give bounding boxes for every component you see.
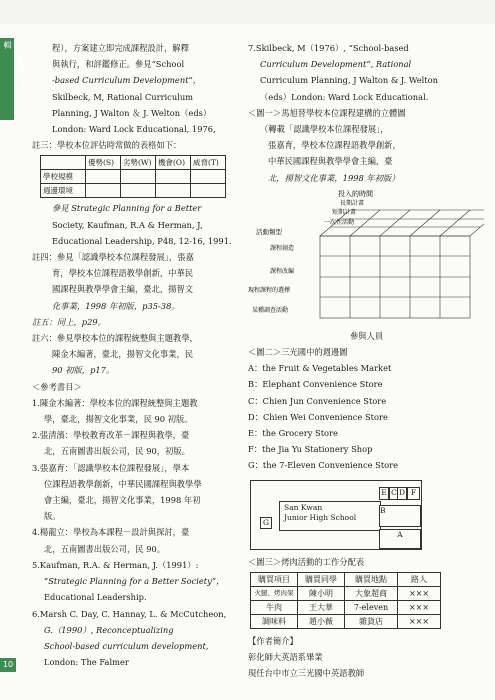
text-line: 彰化師大英語系畢業	[248, 652, 323, 663]
text-line: 學，臺北，揚智文化事業，民 90 初版。	[44, 414, 193, 425]
text-line: 北，揚智文化事業，1998 年初版）	[268, 172, 400, 183]
author-box	[248, 633, 484, 682]
activity-label: 現程課程的選擇	[248, 286, 291, 294]
text-line: 國課程與教學學會主編，臺北，揚智文	[52, 284, 194, 295]
activity-label: 課程創造	[270, 244, 295, 252]
table-cell	[156, 170, 191, 184]
text-line: Planning, J Walton ＆ J. Welton（eds）	[52, 107, 212, 118]
note-3: 註三：學校本位評估時常做的表格如下：	[32, 140, 182, 151]
table-header-cell: 購買同學	[298, 572, 345, 586]
note-4: 註四：參見「認識學校本位課程發展」，張嘉	[32, 252, 194, 263]
text-line: London: Ward Lock Educational, 1976,	[52, 124, 216, 135]
axis-label-time: 投入的時間	[338, 189, 373, 198]
right-column	[248, 40, 484, 681]
text-line: Educational Leadership.	[44, 592, 147, 603]
text-line: 位課程語教學創新，中華民國課程與教學學	[44, 478, 202, 489]
table-cell: 陳小明	[298, 586, 345, 600]
axis-label-activity: 活動類型	[256, 227, 282, 236]
text-line: 參見 Strategic Planning for a Better	[52, 203, 202, 214]
text-line: 90 初版，p17。	[52, 365, 115, 376]
activity-label: 某種調查活動	[252, 306, 289, 314]
text-line: Curriculum Planning, J Walton & J. Welton	[260, 75, 438, 86]
table-cell	[86, 184, 121, 198]
table-cell	[121, 170, 156, 184]
text-line: Curriculum Development”, Rational	[260, 59, 412, 70]
table-header-cell: 劣勢(W)	[121, 156, 156, 170]
legend-item: C：Chien Jun Convenience Store	[248, 395, 387, 406]
table-cell: 火腿、烤肉架	[251, 586, 298, 600]
text-line: 張嘉育，學校本位課程語教學創新，	[268, 140, 401, 151]
table-header-cell: 優勢(S)	[86, 156, 121, 170]
reference-item: 3.張嘉育：「認識學校本位課程發展」，學本	[32, 462, 190, 473]
text-line: 北，五南圖書出版公司，民 90。	[44, 543, 166, 554]
page-number: 10	[0, 658, 16, 672]
text-line: “Strategic Planning for a Better Society”，	[44, 576, 225, 587]
text-line: 會主編，臺北，揚智文化事業，1998 年初	[44, 495, 201, 506]
table-cell	[121, 184, 156, 198]
text-line: 化事業，1998 年初版，p35-38。	[52, 300, 180, 311]
legend-item: B：Elephant Convenience Store	[248, 379, 383, 390]
layer-label: 一次性活動	[324, 218, 355, 226]
cube-grid	[320, 210, 484, 318]
text-line: 育，學校本位課程語教學創新，中華民	[52, 268, 194, 279]
legend-item: A：the Fruit & Vegetables Market	[248, 363, 392, 374]
table-cell: 雜貨店	[345, 614, 398, 628]
figure-2-title: ＜圖二＞三光國中的週邊圖	[248, 347, 348, 358]
reference-item: 7.Skilbeck, M（1976）, “School-based	[248, 43, 409, 53]
table-cell	[191, 184, 226, 198]
note-6: 註六：參見學校本位的課程統整與主題教學，	[32, 333, 198, 344]
figure-1-title: ＜圖一＞馬旭替學校本位課程建構的立體圖	[248, 107, 406, 118]
text-line: 中華民國課程與教學學會主編，臺	[268, 156, 393, 167]
reference-item: 1.陳金木編著：學校本位的課程統整與主題教	[32, 397, 198, 408]
table-cell: 調味料	[251, 614, 298, 628]
table-cell: 牛肉	[251, 600, 298, 614]
text-line: London: The Falmer	[44, 657, 129, 668]
text-line: School-based curriculum development,	[44, 640, 209, 651]
left-column	[32, 40, 237, 670]
text-line: 北，五南圖書出版公司，民 90，初版。	[44, 446, 190, 457]
table-cell: 7-eleven	[345, 600, 398, 614]
table-cell: 大象超商	[345, 586, 398, 600]
text-line: Skilbeck, M, Rational Curriculum	[52, 91, 194, 102]
marker-g: G	[260, 517, 272, 529]
table-cell: 週邊環境	[41, 184, 86, 198]
reference-item: 6.Marsh C. Day, C. Hannay, L. & McCutcheon,	[32, 608, 227, 619]
reference-item: 4.楊龍立：學校為本課程－設計與探討，臺	[32, 527, 190, 538]
table-cell: ×××	[398, 586, 441, 600]
table-cell	[156, 184, 191, 198]
marker-a: A	[379, 529, 421, 549]
text-line: （轉載「認識學校本位課程發展」，	[260, 124, 389, 135]
table-cell: 趙小薇	[298, 614, 345, 628]
table-cell: ×××	[398, 614, 441, 628]
marker-b: B	[379, 505, 421, 527]
text-line: 與執行，和評鑑修正。參見“School	[52, 59, 185, 70]
text-line: Educational Leadership, P48, 12-16, 1991.	[52, 235, 232, 246]
legend-item: D：Chien Wei Convenience Store	[248, 411, 388, 422]
text-line: 現任台中市立三光國中英語教師	[248, 668, 365, 679]
figure-3-table	[250, 572, 441, 629]
table-cell: 學校規模	[41, 170, 86, 184]
marker-f: F	[407, 487, 420, 500]
reference-item: 5.Kaufman, R.A. & Herman, J.（1991）:	[32, 559, 199, 570]
table-cell: ×××	[398, 600, 441, 614]
text-line: 程），方案建立即完成課程設計，解釋	[52, 43, 189, 53]
table-header-cell: 路人	[398, 572, 441, 586]
swot-table	[40, 155, 226, 198]
legend-item: F：the Jia Yu Stationery Shop	[248, 444, 373, 455]
table-header-cell: 威脅(T)	[191, 156, 226, 170]
reference-item: 2.張清濱：學校教育改革－課程與教學，臺	[32, 430, 190, 441]
text-line: 版。	[44, 511, 61, 522]
school-block: San Kwan Junior High School	[279, 501, 381, 531]
section-tab: 高一數學快訊 第四輯	[0, 38, 14, 120]
layer-label: 短期計畫	[332, 208, 357, 216]
table-cell	[86, 170, 121, 184]
layer-label: 長期計畫	[340, 199, 365, 207]
marker-d: D	[397, 487, 407, 500]
text-line: 陳金木編著，臺北，揚智文化事業，民	[52, 349, 194, 360]
text-line: -based Curriculum Development”，	[52, 75, 202, 86]
table-header-cell: 機會(O)	[156, 156, 191, 170]
text-line: G.（1990）, Reconceptualizing	[44, 624, 174, 635]
text-line: Society, Kaufman, R.A & Herman, J,	[52, 219, 203, 230]
figure-2-map	[250, 480, 422, 550]
axis-label-people: 參與人員	[350, 330, 384, 341]
text-line: （eds）London: Ward Lock Educational.	[260, 91, 429, 102]
note-5: 註五：同上，p29。	[32, 316, 106, 327]
references-title: ＜參考書目＞	[32, 381, 82, 392]
legend-item: G：the 7-Eleven Convenience Store	[248, 460, 399, 471]
marker-c: C	[389, 487, 399, 500]
table-cell: 王大華	[298, 600, 345, 614]
table-header-cell: 購買地點	[345, 572, 398, 586]
legend-item: E：the Grocery Store	[248, 428, 338, 439]
marker-e: E	[379, 487, 389, 500]
figure-3-title: ＜圖三＞烤肉活動的工作分配表	[248, 556, 365, 567]
figure-1-cube	[248, 188, 484, 328]
author-title: 【作者簡介】	[248, 635, 298, 646]
top-margin	[0, 0, 495, 24]
table-cell	[191, 170, 226, 184]
activity-label: 課程改編	[270, 267, 295, 275]
table-header-cell	[41, 156, 86, 170]
table-header-cell: 購買項目	[251, 572, 298, 586]
